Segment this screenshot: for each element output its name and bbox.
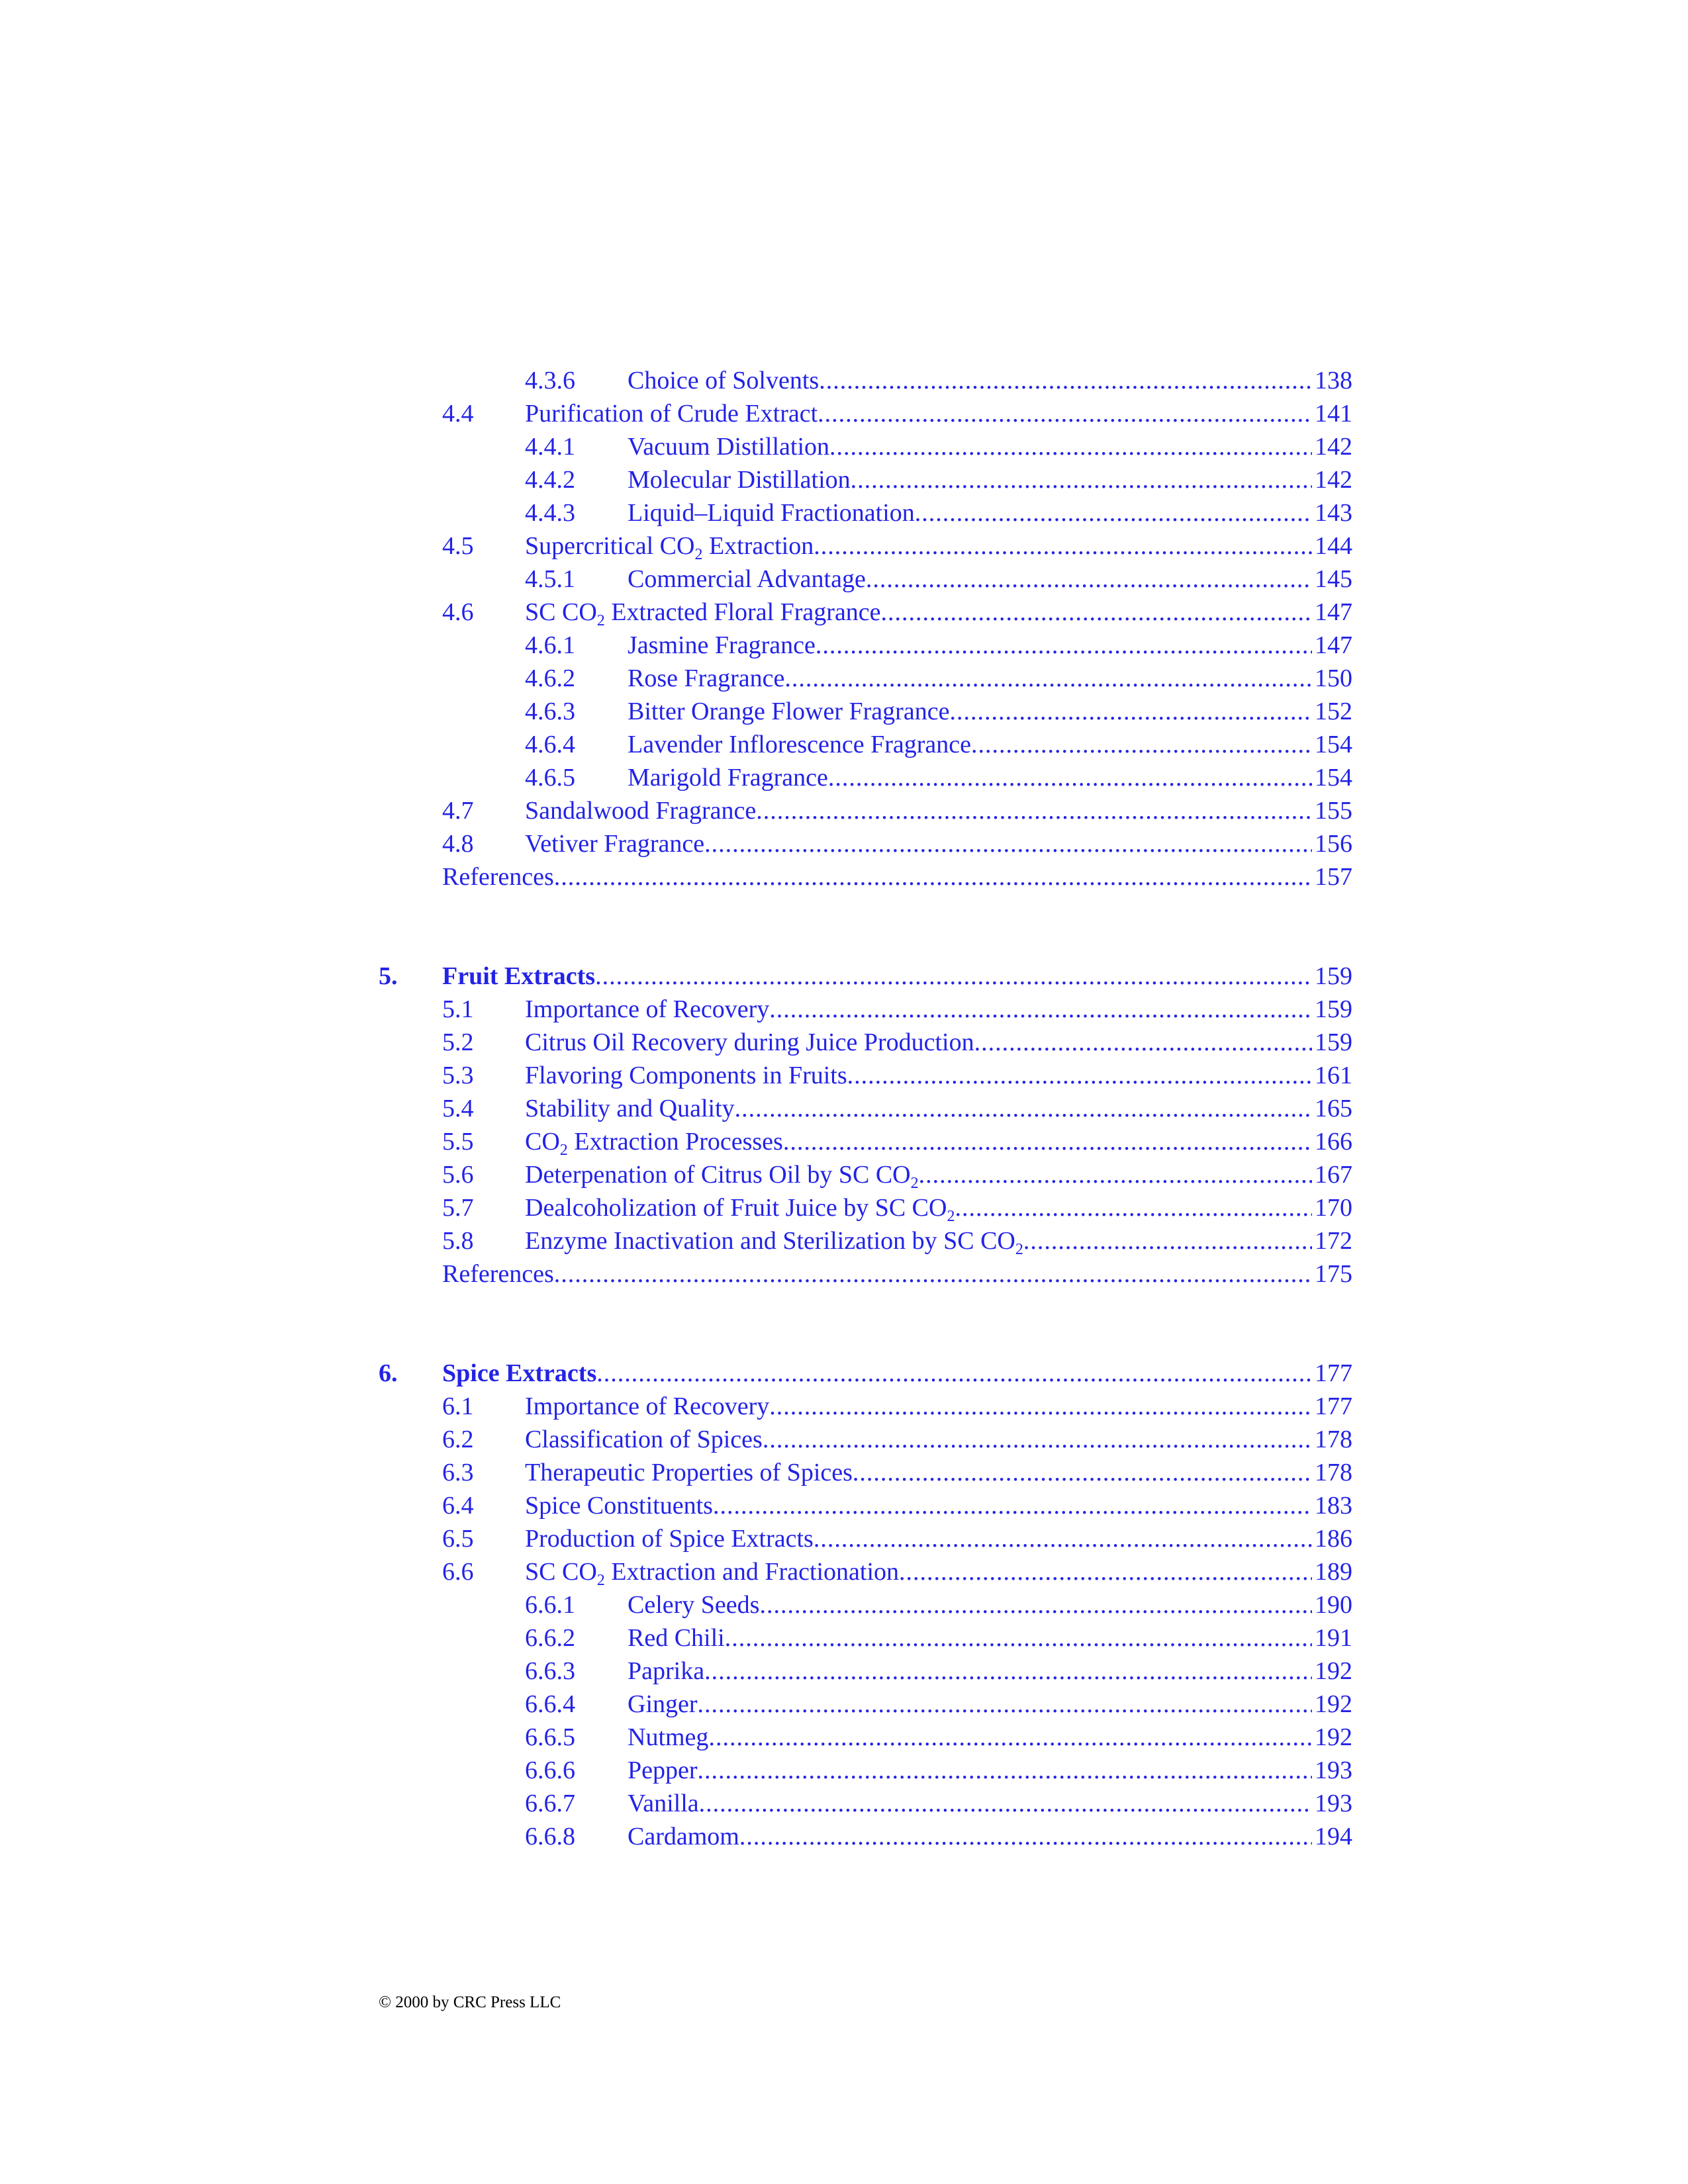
toc-entry-number: 5.6 xyxy=(442,1161,474,1189)
toc-entry-number: 4.6.3 xyxy=(525,698,575,725)
toc-entry[interactable] xyxy=(0,596,1688,629)
toc-entry-page: 175 xyxy=(1315,1260,1352,1288)
toc-entry[interactable] xyxy=(0,1423,1688,1456)
toc-chapter-entry[interactable] xyxy=(0,1357,1688,1390)
dot-leader xyxy=(763,1423,1312,1456)
toc-entry[interactable] xyxy=(0,430,1688,463)
toc-entry[interactable] xyxy=(0,1721,1688,1754)
dot-leader xyxy=(814,529,1312,563)
toc-entry[interactable] xyxy=(0,1224,1688,1257)
dot-leader xyxy=(971,728,1312,761)
toc-entry-number: 4.3.6 xyxy=(525,367,575,394)
toc-entry[interactable] xyxy=(0,1588,1688,1621)
toc-entry-number: 4.6.2 xyxy=(525,664,575,692)
toc-entry-number: 6.4 xyxy=(442,1492,474,1520)
toc-entry-page: 150 xyxy=(1315,664,1352,692)
toc-entry-page: 147 xyxy=(1315,598,1352,626)
dot-leader xyxy=(769,1390,1312,1423)
dot-leader xyxy=(847,1059,1312,1092)
toc-entry-page: 138 xyxy=(1315,367,1352,394)
dot-leader xyxy=(735,1092,1312,1125)
toc-entry[interactable] xyxy=(0,860,1688,893)
toc-entry-page: 193 xyxy=(1315,1790,1352,1817)
toc-entry[interactable] xyxy=(0,1456,1688,1489)
toc-entry-title: Choice of Solvents xyxy=(628,367,820,394)
toc-entry[interactable] xyxy=(0,397,1688,430)
toc-entry[interactable] xyxy=(0,662,1688,695)
toc-entry[interactable] xyxy=(0,1555,1688,1588)
toc-entry-page: 177 xyxy=(1315,1392,1352,1420)
toc-entry-title: Supercritical $CO_2$ Extraction xyxy=(525,532,814,563)
toc-entry-title: Cardamom xyxy=(628,1823,739,1850)
toc-entry-title: Spice Extracts xyxy=(442,1359,597,1387)
toc-entry-title: Importance of Recovery xyxy=(525,995,770,1023)
toc-entry-number: 5.7 xyxy=(442,1194,474,1222)
toc-entry[interactable] xyxy=(0,1257,1688,1291)
dot-leader xyxy=(829,430,1312,463)
toc-entry-title: Importance of Recovery xyxy=(525,1392,770,1420)
toc-entry-title: Therapeutic Properties of Spices xyxy=(525,1459,853,1486)
toc-entry-number: 4.4 xyxy=(442,400,474,428)
toc-entry-title: Commercial Advantage xyxy=(628,565,866,593)
toc-entry-page: 155 xyxy=(1315,797,1352,825)
dot-leader xyxy=(756,794,1312,827)
toc-entry-title: $CO_2$ Extraction Processes xyxy=(525,1128,783,1158)
toc-entry-title: Classification of Spices xyxy=(525,1426,763,1453)
toc-entry-title: Vanilla xyxy=(628,1790,699,1817)
toc-entry-title: Ginger xyxy=(628,1690,698,1718)
dot-leader xyxy=(853,1456,1312,1489)
toc-entry-title: Jasmine Fragrance xyxy=(628,631,816,659)
toc-entry-title: Production of Spice Extracts xyxy=(525,1525,814,1553)
toc-entry-page: 190 xyxy=(1315,1591,1352,1619)
toc-entry-page: 192 xyxy=(1315,1657,1352,1685)
toc-entry-number: 6.1 xyxy=(442,1392,474,1420)
toc-entry-title: Spice Constituents xyxy=(525,1492,713,1520)
dot-leader xyxy=(974,1026,1312,1059)
toc-entry-page: 172 xyxy=(1315,1227,1352,1255)
toc-entry-number: 4.5.1 xyxy=(525,565,575,593)
toc-entry-title: SC $CO_2$ Extracted Floral Fragrance xyxy=(525,598,881,629)
dot-leader xyxy=(949,695,1312,728)
toc-entry-page: 161 xyxy=(1315,1062,1352,1089)
toc-entry-page: 193 xyxy=(1315,1756,1352,1784)
toc-entry-number: 6.6.1 xyxy=(525,1591,575,1619)
toc-entry-title: Red Chili xyxy=(628,1624,725,1652)
toc-entry-title: Nutmeg xyxy=(628,1723,709,1751)
toc-entry[interactable] xyxy=(0,1390,1688,1423)
toc-chapter-entry[interactable] xyxy=(0,960,1688,993)
dot-leader xyxy=(595,960,1312,993)
dot-leader xyxy=(704,1655,1312,1688)
toc-entry-page: 165 xyxy=(1315,1095,1352,1122)
dot-leader xyxy=(554,860,1312,893)
dot-leader xyxy=(915,496,1312,529)
dot-leader xyxy=(828,761,1312,794)
toc-entry-page: 159 xyxy=(1315,1028,1352,1056)
toc-entry-title: Flavoring Components in Fruits xyxy=(525,1062,847,1089)
toc-entry-page: 183 xyxy=(1315,1492,1352,1520)
toc-entry-title: Dealcoholization of Fruit Juice by SC $CO_2$ xyxy=(525,1194,955,1224)
dot-leader xyxy=(699,1787,1312,1820)
dot-leader xyxy=(769,993,1312,1026)
toc-entry-page: 192 xyxy=(1315,1690,1352,1718)
toc-entry-page: 178 xyxy=(1315,1426,1352,1453)
toc-entry[interactable] xyxy=(0,496,1688,529)
dot-leader xyxy=(759,1588,1312,1621)
toc-entry-number: 5.1 xyxy=(442,995,474,1023)
toc-entry-page: 147 xyxy=(1315,631,1352,659)
toc-entry-page: 189 xyxy=(1315,1558,1352,1586)
toc-entry[interactable] xyxy=(0,1026,1688,1059)
toc-entry-page: 159 xyxy=(1315,962,1352,990)
toc-entry-page: 166 xyxy=(1315,1128,1352,1156)
toc-entry-number: 6.6.2 xyxy=(525,1624,575,1652)
toc-entry[interactable] xyxy=(0,827,1688,860)
toc-entry-number: 5. xyxy=(379,962,398,990)
toc-entry[interactable] xyxy=(0,1125,1688,1158)
toc-entry-title: Celery Seeds xyxy=(628,1591,760,1619)
dot-leader xyxy=(919,1158,1312,1191)
toc-entry[interactable] xyxy=(0,993,1688,1026)
toc-entry[interactable] xyxy=(0,463,1688,496)
toc-entry-page: 142 xyxy=(1315,466,1352,494)
toc-entry-number: 6.6.6 xyxy=(525,1756,575,1784)
toc-entry-title: Molecular Distillation xyxy=(628,466,851,494)
toc-entry-title: SC $CO_2$ Extraction and Fractionation xyxy=(525,1558,900,1588)
toc-entry-title: Bitter Orange Flower Fragrance xyxy=(628,698,950,725)
toc-entry[interactable] xyxy=(0,1688,1688,1721)
toc-entry[interactable] xyxy=(0,1092,1688,1125)
toc-entry-page: 191 xyxy=(1315,1624,1352,1652)
toc-entry[interactable] xyxy=(0,1158,1688,1191)
toc-entry-title: References xyxy=(442,863,554,891)
dot-leader xyxy=(783,1125,1312,1158)
toc-entry-title: Sandalwood Fragrance xyxy=(525,797,757,825)
toc-entry-number: 4.4.3 xyxy=(525,499,575,527)
toc-entry-page: 186 xyxy=(1315,1525,1352,1553)
toc-entry[interactable] xyxy=(0,1489,1688,1522)
toc-entry-number: 4.7 xyxy=(442,797,474,825)
toc-entry-page: 178 xyxy=(1315,1459,1352,1486)
toc-entry[interactable] xyxy=(0,1191,1688,1224)
toc-entry-number: 4.8 xyxy=(442,830,474,858)
toc-entry-number: 5.2 xyxy=(442,1028,474,1056)
toc-entry-number: 6.6.7 xyxy=(525,1790,575,1817)
toc-entry-page: 170 xyxy=(1315,1194,1352,1222)
toc-entry[interactable] xyxy=(0,563,1688,596)
dot-leader xyxy=(698,1754,1312,1787)
toc-entry-page: 144 xyxy=(1315,532,1352,560)
toc-entry-number: 6.6.8 xyxy=(525,1823,575,1850)
toc-entry-page: 154 xyxy=(1315,731,1352,758)
dot-leader xyxy=(596,1357,1312,1390)
toc-entry-page: 142 xyxy=(1315,433,1352,461)
toc-entry-page: 154 xyxy=(1315,764,1352,792)
dot-leader xyxy=(851,463,1312,496)
toc-entry[interactable] xyxy=(0,364,1688,397)
toc-entry-number: 6.6.5 xyxy=(525,1723,575,1751)
dot-leader xyxy=(819,364,1312,397)
toc-entry-page: 141 xyxy=(1315,400,1352,428)
dot-leader xyxy=(739,1820,1312,1853)
toc-entry-page: 145 xyxy=(1315,565,1352,593)
toc-entry-number: 6.6.3 xyxy=(525,1657,575,1685)
toc-entry-title: Pepper xyxy=(628,1756,698,1784)
toc-entry-page: 194 xyxy=(1315,1823,1352,1850)
dot-leader xyxy=(708,1721,1312,1754)
toc-entry-title: Vacuum Distillation xyxy=(628,433,830,461)
toc-entry-page: 192 xyxy=(1315,1723,1352,1751)
toc-entry-title: Liquid–Liquid Fractionation xyxy=(628,499,915,527)
toc-entry-number: 4.6 xyxy=(442,598,474,626)
dot-leader xyxy=(955,1191,1312,1224)
toc-entry-number: 5.4 xyxy=(442,1095,474,1122)
toc-entry[interactable] xyxy=(0,1655,1688,1688)
dot-leader xyxy=(784,662,1312,695)
copyright-footer: © 2000 by CRC Press LLC xyxy=(379,1993,561,2011)
toc-entry[interactable] xyxy=(0,1522,1688,1555)
toc-entry-number: 5.8 xyxy=(442,1227,474,1255)
toc-entry-number: 4.6.4 xyxy=(525,731,575,758)
dot-leader xyxy=(704,827,1312,860)
dot-leader xyxy=(554,1257,1312,1291)
toc-entry-number: 5.3 xyxy=(442,1062,474,1089)
toc-entry-number: 5.5 xyxy=(442,1128,474,1156)
toc-entry-number: 6.3 xyxy=(442,1459,474,1486)
toc-entry-number: 4.4.2 xyxy=(525,466,575,494)
toc-entry-number: 4.6.5 xyxy=(525,764,575,792)
dot-leader xyxy=(899,1555,1312,1588)
toc-entry-number: 6.6 xyxy=(442,1558,474,1586)
toc-entry-title: Purification of Crude Extract xyxy=(525,400,818,428)
toc-entry-title: Fruit Extracts xyxy=(442,962,596,990)
toc-entry[interactable] xyxy=(0,529,1688,563)
dot-leader xyxy=(866,563,1312,596)
toc-entry-number: 6.6.4 xyxy=(525,1690,575,1718)
toc-entry[interactable] xyxy=(0,1820,1688,1853)
toc-entry-title: References xyxy=(442,1260,554,1288)
toc-entry-title: Enzyme Inactivation and Sterilization by SC $CO_2$ xyxy=(525,1227,1023,1257)
dot-leader xyxy=(698,1688,1312,1721)
toc-entry[interactable] xyxy=(0,728,1688,761)
dot-leader xyxy=(881,596,1312,629)
toc-entry-page: 159 xyxy=(1315,995,1352,1023)
toc-entry-title: Rose Fragrance xyxy=(628,664,785,692)
dot-leader xyxy=(816,629,1312,662)
toc-entry-page: 143 xyxy=(1315,499,1352,527)
toc-entry-number: 6. xyxy=(379,1359,398,1387)
toc-entry-title: Lavender Inflorescence Fragrance xyxy=(628,731,972,758)
toc-entry[interactable] xyxy=(0,629,1688,662)
toc-entry[interactable] xyxy=(0,1787,1688,1820)
toc-entry[interactable] xyxy=(0,794,1688,827)
toc-entry-page: 156 xyxy=(1315,830,1352,858)
toc-entry[interactable] xyxy=(0,761,1688,794)
toc-entry-number: 4.4.1 xyxy=(525,433,575,461)
toc-entry-number: 6.5 xyxy=(442,1525,474,1553)
toc-entry-number: 4.6.1 xyxy=(525,631,575,659)
dot-leader xyxy=(1023,1224,1312,1257)
toc-entry-title: Marigold Fragrance xyxy=(628,764,828,792)
toc-entry-page: 152 xyxy=(1315,698,1352,725)
toc-entry-title: Deterpenation of Citrus Oil by SC $CO_2$ xyxy=(525,1161,919,1191)
toc-entry-title: Vetiver Fragrance xyxy=(525,830,705,858)
toc-entry-page: 157 xyxy=(1315,863,1352,891)
toc-entry-title: Stability and Quality xyxy=(525,1095,735,1122)
dot-leader xyxy=(725,1621,1312,1655)
toc-entry[interactable] xyxy=(0,1059,1688,1092)
toc-entry-page: 167 xyxy=(1315,1161,1352,1189)
dot-leader xyxy=(713,1489,1312,1522)
toc-entry[interactable] xyxy=(0,1754,1688,1787)
toc-entry[interactable] xyxy=(0,695,1688,728)
toc-entry-number: 4.5 xyxy=(442,532,474,560)
toc-entry-title: Paprika xyxy=(628,1657,705,1685)
toc-entry-page: 177 xyxy=(1315,1359,1352,1387)
dot-leader xyxy=(814,1522,1312,1555)
toc-entry[interactable] xyxy=(0,1621,1688,1655)
toc-entry-number: 6.2 xyxy=(442,1426,474,1453)
dot-leader xyxy=(818,397,1312,430)
toc-entry-title: Citrus Oil Recovery during Juice Production xyxy=(525,1028,974,1056)
